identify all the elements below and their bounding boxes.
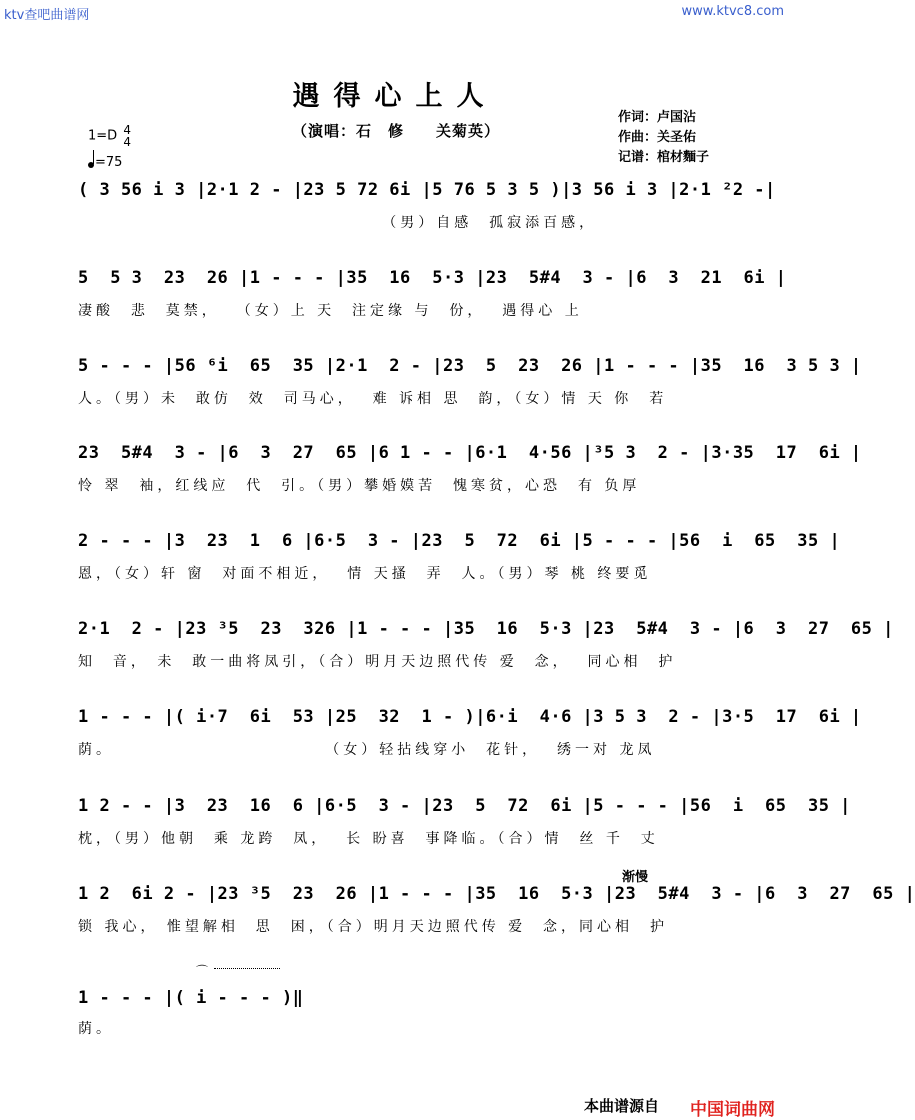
key-label: 1=D [88,128,118,144]
song-title: 遇得心上人 [292,81,498,112]
lyric-line: 人。（男）未 敢仿 效 司马心， 难 诉相 思 韵，（女）情 天 你 若 [78,391,668,407]
tempo [88,152,122,170]
fermata-mark: ⌒ [196,964,209,978]
lyric-line: 怜 翠 袖，红线应 代 引。（男）攀婚嫫苦 愧寒贫，心恐 有 负厚 [78,478,641,494]
melody-line: 1 - - - |( i - - - )‖ [78,988,304,1008]
lyric-line: 锁 我心， 惟望解相 思 困，（合）明月天边照代传 爱 念，同心相 护 [78,919,668,935]
singers: （演唱：石 修 关菊英） [292,122,501,140]
melody-line: 5 5 3 23 26 |1 - - - |35 16 5·3 |23 5#4 3 - |6 3 21 6i | [78,268,787,288]
melody-line: ( 3 56 i 3 |2·1 2 - |23 5 72 6i |5 76 5 3 5 )|3 56 i 3 |2·1 ²2 -| [78,180,776,200]
lyricist: 作词：卢国沾 [618,110,697,125]
composer: 作曲：关圣佑 [618,130,697,145]
lyric-line: 荫。 [78,1021,114,1037]
tempo-value: =75 [95,155,123,170]
key-signature [88,124,131,148]
melody-line: 1 2 - - |3 23 16 6 |6·5 3 - |23 5 72 6i |5 - - - |56 i 65 35 | [78,796,851,816]
watermark-right: www.ktvc8.com [681,4,784,19]
lyric-line: 枕，（男）他朝 乘 龙跨 凤， 长 盼喜 事降临。（合）情 丝 千 丈 [78,831,659,847]
quarter-note-icon [88,155,95,170]
melody-line: 23 5#4 3 - |6 3 27 65 |6 1 - - |6·1 4·56 |³5 3 2 - |3·35 17 6i | [78,443,862,463]
time-bottom: 4 [123,135,131,149]
source-label: 本曲谱源自 [584,1097,660,1115]
lyric-line: （男）自感 孤寂添百感， [78,215,598,231]
melody-line: 2·1 2 - |23 ³5 23 326 |1 - - - |35 16 5·3 |23 5#4 3 - |6 3 27 65 | [78,619,894,639]
time-signature [123,124,131,148]
source-site: 中国词曲网 [690,1100,775,1120]
melody-line: 1 - - - |( i·7 6i 53 |25 32 1 - )|6·i 4·6 |3 5 3 2 - |3·5 17 6i | [78,707,862,727]
lyric-line: 荫。 （女）轻拈线穿小 花针， 绣一对 龙凤 [78,742,656,758]
time-top: 4 [123,123,131,137]
credits [618,108,709,168]
watermark-left: ktv查吧曲谱网 [4,8,90,23]
slow-down-mark: 渐慢 [622,870,649,885]
fermata-dots [214,968,280,969]
lyric-line: 凄酸 悲 莫禁， （女）上 天 注定缘 与 份， 遇得心 上 [78,303,583,319]
melody-line: 1 2 6i 2 - |23 ³5 23 26 |1 - - - |35 16 5·3 |23 5#4 3 - |6 3 27 65 | [78,884,915,904]
melody-line: 2 - - - |3 23 1 6 |6·5 3 - |23 5 72 6i |5 - - - |56 i 65 35 | [78,531,841,551]
lyric-line: 恩，（女）轩 窗 对面不相近， 情 天搔 弄 人。（男）琴 桃 终要觅 [78,566,652,582]
lyric-line: 知 音， 未 敢一曲将凤引，（合）明月天边照代传 爱 念， 同心相 护 [78,654,677,670]
transcriber: 记谱：棺材麵子 [618,150,710,165]
melody-line: 5 - - - |56 ⁶i 65 35 |2·1 2 - |23 5 23 26 |1 - - - |35 16 3 5 3 | [78,356,862,376]
